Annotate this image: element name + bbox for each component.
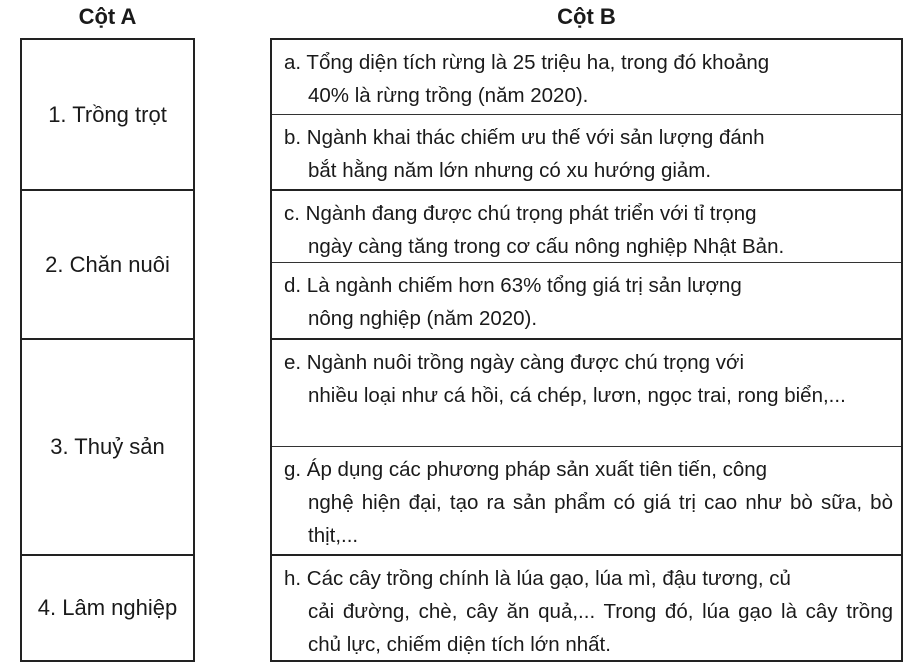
item-text-line-1: g. Áp dụng các phương pháp sản xuất tiên tiến, công <box>284 458 768 481</box>
column-b-item-c <box>272 189 901 262</box>
column-a-item-3: 3. Thuỷ sản <box>22 338 193 554</box>
column-b-header: Cột B <box>557 4 616 29</box>
item-text-line-1: e. Ngành nuôi trồng ngày càng được chú trọng với <box>284 351 744 374</box>
column-b-item-g <box>272 446 901 554</box>
column-a-header: Cột A <box>78 4 137 29</box>
item-text-continuation: bắt hằng năm lớn nhưng có xu hướng giảm. <box>308 159 712 182</box>
column-b-item-h <box>272 554 901 660</box>
item-text-continuation: cải đường, chè, cây ăn quả,... Trong đó, lúa gạo là cây trồng chủ lực, chiếm diện tích lớn nhất. <box>308 600 893 656</box>
item-text-continuation: ngày càng tăng trong cơ cấu nông nghiệp Nhật Bản. <box>308 235 785 258</box>
column-a-item-1: 1. Trồng trọt <box>48 101 167 127</box>
column-b-item-a <box>272 40 901 114</box>
item-text-line-1: c. Ngành đang được chú trọng phát triển với tỉ trọng <box>284 202 757 225</box>
item-text-continuation: nghệ hiện đại, tạo ra sản phẩm có giá trị cao như bò sữa, bò thịt,... <box>308 491 893 547</box>
column-b-item-e <box>272 338 901 446</box>
item-text-line-1: a. Tổng diện tích rừng là 25 triệu ha, trong đó khoảng <box>284 51 770 74</box>
item-text-continuation: nông nghiệp (năm 2020). <box>308 307 538 330</box>
item-text-continuation: nhiều loại như cá hồi, cá chép, lươn, ngọc trai, rong biển,... <box>308 384 846 407</box>
item-text-line-1: b. Ngành khai thác chiếm ưu thế với sản lượng đánh <box>284 126 765 149</box>
item-text-line-1: h. Các cây trồng chính là lúa gạo, lúa mì, đậu tương, củ <box>284 567 791 590</box>
column-b-item-b <box>272 114 901 189</box>
column-a-item-4: 4. Lâm nghiệp <box>22 554 193 660</box>
column-a-table <box>20 38 195 662</box>
column-b-item-d <box>272 262 901 338</box>
item-text-continuation: 40% là rừng trồng (năm 2020). <box>308 84 589 107</box>
column-a-item-2: 2. Chăn nuôi <box>22 189 193 338</box>
item-text-line-1: d. Là ngành chiếm hơn 63% tổng giá trị sản lượng <box>284 274 742 297</box>
column-b-table <box>270 38 903 662</box>
